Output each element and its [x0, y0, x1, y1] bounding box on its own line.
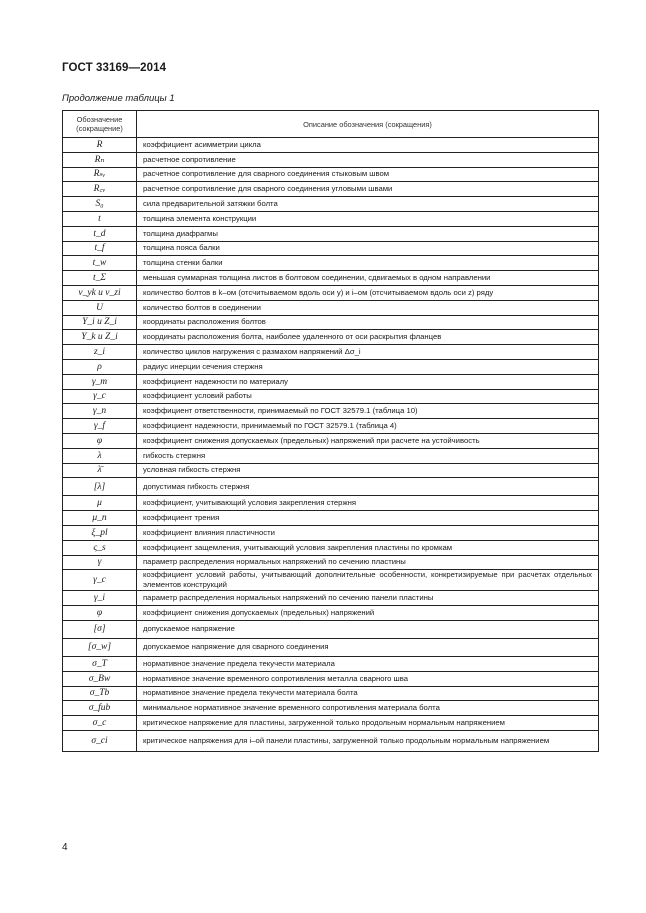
row-description: толщина стенки балки	[137, 256, 599, 271]
table-row	[63, 555, 599, 570]
row-symbol: Rₛᵥ	[63, 167, 137, 182]
row-description: количество болтов в соединении	[137, 300, 599, 315]
row-description: коэффициент снижения допускаемых (предельных) напряжений	[137, 606, 599, 621]
table-row	[63, 671, 599, 686]
row-description: коэффициент, учитывающий условия закрепления стержня	[137, 496, 599, 511]
row-symbol: γ_f	[63, 419, 137, 434]
row-description: гибкость стержня	[137, 448, 599, 463]
table-row	[63, 525, 599, 540]
row-symbol: ρ	[63, 359, 137, 374]
row-symbol: γ_m	[63, 374, 137, 389]
table-row	[63, 256, 599, 271]
row-symbol: v_yk и v_zi	[63, 285, 137, 300]
row-symbol: t_w	[63, 256, 137, 271]
table-row	[63, 540, 599, 555]
row-symbol: [σ]	[63, 620, 137, 638]
table-row	[63, 570, 599, 591]
row-description: толщина диафрагмы	[137, 226, 599, 241]
row-description: коэффициент влияния пластичности	[137, 525, 599, 540]
row-description: меньшая суммарная толщина листов в болтовом соединении, сдвигаемых в одном направлении	[137, 271, 599, 286]
table-row	[63, 211, 599, 226]
row-description: коэффициент ответственности, принимаемый по ГОСТ 32579.1 (таблица 10)	[137, 404, 599, 419]
row-description: параметр распределения нормальных напряжений по сечению пластины	[137, 555, 599, 570]
row-symbol: U	[63, 300, 137, 315]
table-row	[63, 591, 599, 606]
row-description: радиус инерции сечения стержня	[137, 359, 599, 374]
table-row	[63, 241, 599, 256]
row-symbol: Y_i и Z_i	[63, 315, 137, 330]
row-description: коэффициент защемления, учитывающий условия закрепления пластины по кромкам	[137, 540, 599, 555]
row-description: сила предварительной затяжки болта	[137, 197, 599, 212]
row-description: количество циклов нагружения с размахом напряжений Δσ_i	[137, 345, 599, 360]
row-symbol: λ	[63, 448, 137, 463]
row-description: координаты расположения болтов	[137, 315, 599, 330]
table-row	[63, 374, 599, 389]
row-symbol: φ	[63, 433, 137, 448]
table-row	[63, 686, 599, 701]
table-header-row	[63, 111, 599, 138]
row-description: допускаемое напряжение для сварного соединения	[137, 638, 599, 656]
row-symbol: R꜀ᵥ	[63, 182, 137, 197]
standard-title: ГОСТ 33169—2014	[62, 62, 167, 74]
row-description: толщина пояса балки	[137, 241, 599, 256]
row-symbol: R	[63, 138, 137, 153]
table-row	[63, 152, 599, 167]
row-description: минимальное нормативное значение временного сопротивления материала болта	[137, 701, 599, 716]
table-row	[63, 345, 599, 360]
table-row	[63, 478, 599, 496]
page-number: 4	[62, 842, 68, 853]
row-symbol: σ_T	[63, 656, 137, 671]
row-symbol: σ_c	[63, 716, 137, 731]
header-symbol: Обозначение (сокращение)	[63, 111, 137, 138]
symbols-table	[62, 110, 599, 752]
row-symbol: [λ]	[63, 478, 137, 496]
row-symbol: [σ_w]	[63, 638, 137, 656]
row-symbol: ξ_pl	[63, 525, 137, 540]
table-row	[63, 511, 599, 526]
row-symbol: γ_c	[63, 389, 137, 404]
row-symbol: S₀	[63, 197, 137, 212]
row-symbol: σ_Tb	[63, 686, 137, 701]
table-row	[63, 167, 599, 182]
row-symbol: γ_i	[63, 591, 137, 606]
table-row	[63, 300, 599, 315]
row-description: условная гибкость стержня	[137, 463, 599, 478]
row-symbol: t_d	[63, 226, 137, 241]
row-symbol: λ̄	[63, 463, 137, 478]
row-symbol: Y_k и Z_i	[63, 330, 137, 345]
row-description: коэффициент трения	[137, 511, 599, 526]
row-description: координаты расположения болта, наиболее удаленного от оси раскрытия фланцев	[137, 330, 599, 345]
table-row	[63, 359, 599, 374]
row-symbol: σ_fub	[63, 701, 137, 716]
row-description: допустимая гибкость стержня	[137, 478, 599, 496]
row-symbol: σ_ci	[63, 730, 137, 751]
table-row	[63, 638, 599, 656]
table-row	[63, 315, 599, 330]
table-row	[63, 226, 599, 241]
row-description: расчетное сопротивление	[137, 152, 599, 167]
row-description: коэффициент асимметрии цикла	[137, 138, 599, 153]
row-description: коэффициент снижения допускаемых (предельных) напряжений при расчете на устойчивость	[137, 433, 599, 448]
table-row	[63, 463, 599, 478]
table-row	[63, 330, 599, 345]
table-row	[63, 448, 599, 463]
table-row	[63, 716, 599, 731]
table-row	[63, 285, 599, 300]
row-symbol: γ_n	[63, 404, 137, 419]
row-description: коэффициент условий работы	[137, 389, 599, 404]
table-caption: Продолжение таблицы 1	[62, 93, 175, 104]
row-symbol: μ_n	[63, 511, 137, 526]
table-row	[63, 656, 599, 671]
row-description: количество болтов в k–ом (отсчитываемом вдоль оси y) и i–ом (отсчитываемом вдоль оси z) ряду	[137, 285, 599, 300]
row-description: критическое напряжения для i–ой панели пластины, загруженной только продольным нормальным напряжением	[137, 730, 599, 751]
row-description: коэффициент условий работы, учитывающий дополнительные особенности, конкретизируемые при расчетах отдельных элементов конструкций	[137, 570, 599, 591]
row-description: толщина элемента конструкции	[137, 211, 599, 226]
table-row	[63, 197, 599, 212]
row-description: допускаемое напряжение	[137, 620, 599, 638]
table-row	[63, 496, 599, 511]
table-row	[63, 620, 599, 638]
row-description: параметр распределения нормальных напряжений по сечению панели пластины	[137, 591, 599, 606]
row-symbol: μ	[63, 496, 137, 511]
table-row	[63, 404, 599, 419]
row-description: расчетное сопротивление для сварного соединения угловыми швами	[137, 182, 599, 197]
row-description: расчетное сопротивление для сварного соединения стыковым швом	[137, 167, 599, 182]
row-symbol: t_f	[63, 241, 137, 256]
table-row	[63, 606, 599, 621]
table-row	[63, 138, 599, 153]
row-symbol: t	[63, 211, 137, 226]
table-row	[63, 730, 599, 751]
row-symbol: φ	[63, 606, 137, 621]
row-description: нормативное значение предела текучести материала	[137, 656, 599, 671]
table-row	[63, 389, 599, 404]
row-description: коэффициент надежности, принимаемый по ГОСТ 32579.1 (таблица 4)	[137, 419, 599, 434]
row-symbol: Rₙ	[63, 152, 137, 167]
row-symbol: t_Σ	[63, 271, 137, 286]
table-row	[63, 701, 599, 716]
row-description: нормативное значение предела текучести материала болта	[137, 686, 599, 701]
table-row	[63, 419, 599, 434]
row-symbol: σ_Bw	[63, 671, 137, 686]
row-symbol: γ	[63, 555, 137, 570]
table-row	[63, 433, 599, 448]
row-symbol: γ_c	[63, 570, 137, 591]
row-description: нормативное значение временного сопротивления металла сварного шва	[137, 671, 599, 686]
table-row	[63, 271, 599, 286]
row-description: критическое напряжение для пластины, загруженной только продольным нормальным напряжением	[137, 716, 599, 731]
row-symbol: z_i	[63, 345, 137, 360]
table-row	[63, 182, 599, 197]
row-description: коэффициент надежности по материалу	[137, 374, 599, 389]
header-description: Описание обозначения (сокращения)	[137, 111, 599, 138]
row-symbol: ς_s	[63, 540, 137, 555]
